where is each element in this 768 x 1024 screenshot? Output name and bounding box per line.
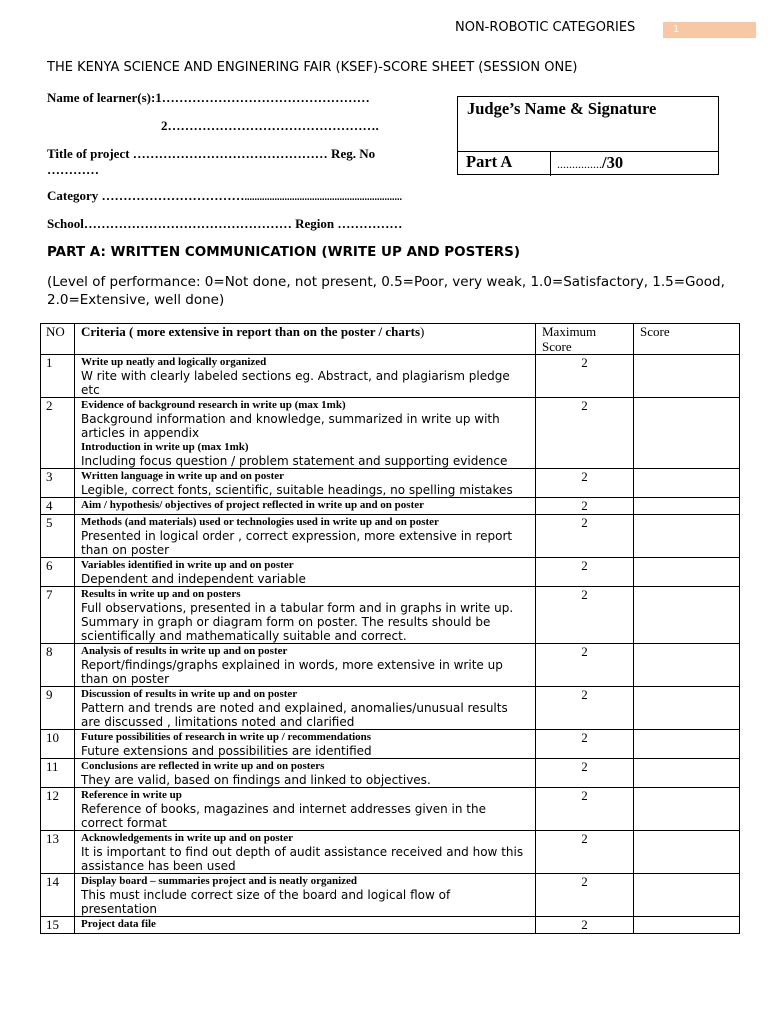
maximum-score: 2 — [536, 831, 634, 874]
maximum-score: 2 — [536, 398, 634, 469]
score-entry-cell[interactable] — [634, 515, 740, 558]
table-header-row — [41, 324, 740, 355]
criterion-title: Evidence of background research in write up (max 1mk) — [81, 399, 346, 411]
table-row — [41, 730, 740, 759]
score-dots: ............... — [557, 157, 602, 171]
criterion-description: Background information and knowledge, summarized in write up with articles in appendix — [81, 412, 500, 440]
score-entry-cell[interactable] — [634, 644, 740, 687]
criterion-description: They are valid, based on findings and linked to objectives. — [81, 773, 431, 787]
document-title: THE KENYA SCIENCE AND ENGINERING FAIR (KSEF)-SCORE SHEET (SESSION ONE) — [47, 60, 578, 75]
page-number-badge: 1 — [663, 22, 756, 38]
criterion-number: 8 — [41, 644, 75, 687]
header-score: Score — [634, 324, 740, 355]
criterion-number: 4 — [41, 498, 75, 515]
score-entry-cell[interactable] — [634, 831, 740, 874]
criterion-cell — [75, 355, 536, 398]
score-total: /30 — [602, 153, 624, 172]
criterion-description: Dependent and independent variable — [81, 572, 306, 586]
score-entry-cell[interactable] — [634, 874, 740, 917]
criterion-title: Future possibilities of research in write up / recommendations — [81, 731, 372, 743]
criterion-number: 9 — [41, 687, 75, 730]
criterion-title: Reference in write up — [81, 789, 182, 801]
score-entry-cell[interactable] — [634, 788, 740, 831]
table-row — [41, 469, 740, 498]
criterion-cell — [75, 687, 536, 730]
criterion-title: Project data file — [81, 918, 156, 930]
category-label: Category …………………………… — [47, 188, 245, 203]
criterion-description: Reference of books, magazines and internet addresses given in the correct format — [81, 802, 486, 830]
criterion-description: Report/findings/graphs explained in words, more extensive in write up than on poster — [81, 658, 503, 686]
maximum-score: 2 — [536, 644, 634, 687]
criterion-description: This must include correct size of the board and logical flow of presentation — [81, 888, 451, 916]
criterion-cell — [75, 498, 536, 515]
criterion-description: W rite with clearly labeled sections eg. Abstract, and plagiarism pledge etc — [81, 369, 510, 397]
table-row — [41, 644, 740, 687]
judge-box — [457, 96, 719, 175]
criterion-subtitle: Introduction in write up (max 1mk) — [81, 441, 249, 453]
score-entry-cell[interactable] — [634, 355, 740, 398]
criterion-description: Legible, correct fonts, scientific, suitable headings, no spelling mistakes — [81, 483, 513, 497]
performance-levels-text: (Level of performance: 0=Not done, not present, 0.5=Poor, very weak, 1.0=Satisfactory, 1.5=Good, 2.0=Extensive, well done) — [47, 274, 725, 308]
table-row — [41, 355, 740, 398]
criterion-cell — [75, 874, 536, 917]
maximum-score: 2 — [536, 515, 634, 558]
judge-name-signature-label: Judge’s Name & Signature — [467, 99, 657, 118]
part-a-label: Part A — [466, 152, 513, 171]
project-title-field[interactable]: Title of project ……………………………………… Reg. No ………… — [47, 146, 376, 177]
criterion-cell — [75, 788, 536, 831]
table-row — [41, 515, 740, 558]
score-entry-cell[interactable] — [634, 917, 740, 934]
criterion-title: Analysis of results in write up and on poster — [81, 645, 288, 657]
criterion-title: Aim / hypothesis/ objectives of project reflected in write up and on poster — [81, 499, 425, 511]
maximum-score: 2 — [536, 587, 634, 644]
criterion-cell — [75, 398, 536, 469]
maximum-score: 2 — [536, 469, 634, 498]
table-row — [41, 917, 740, 934]
category-dots: ............................................................... — [244, 192, 403, 203]
judge-score-row — [458, 151, 718, 176]
maximum-score: 2 — [536, 687, 634, 730]
criterion-description: It is important to find out depth of audit assistance received and how this assistance has been used — [81, 845, 524, 873]
score-entry-cell[interactable] — [634, 498, 740, 515]
table-row — [41, 788, 740, 831]
criterion-title: Discussion of results in write up and on poster — [81, 688, 298, 700]
score-entry-cell[interactable] — [634, 398, 740, 469]
criterion-number: 2 — [41, 398, 75, 469]
score-entry-cell[interactable] — [634, 558, 740, 587]
maximum-score: 2 — [536, 498, 634, 515]
part-a-score-field[interactable] — [557, 153, 623, 173]
header-criteria — [75, 324, 536, 355]
criterion-cell — [75, 759, 536, 788]
learner-name-1-field[interactable]: Name of learner(s):1………………………………………… — [47, 90, 370, 105]
maximum-score: 2 — [536, 558, 634, 587]
score-entry-cell[interactable] — [634, 730, 740, 759]
maximum-score: 2 — [536, 355, 634, 398]
criterion-subdescription: Including focus question / problem statement and supporting evidence — [81, 454, 508, 468]
table-row — [41, 759, 740, 788]
criterion-number: 6 — [41, 558, 75, 587]
maximum-score: 2 — [536, 730, 634, 759]
criterion-number: 14 — [41, 874, 75, 917]
criterion-number: 1 — [41, 355, 75, 398]
header-criteria-close: ) — [420, 324, 425, 339]
criterion-title: Results in write up and on posters — [81, 588, 241, 600]
criterion-title: Written language in write up and on poster — [81, 470, 285, 482]
criterion-description: Future extensions and possibilities are identified — [81, 744, 372, 758]
maximum-score: 2 — [536, 759, 634, 788]
table-row — [41, 558, 740, 587]
criterion-cell — [75, 515, 536, 558]
divider — [550, 152, 551, 176]
score-entry-cell[interactable] — [634, 759, 740, 788]
table-row — [41, 498, 740, 515]
maximum-score: 2 — [536, 788, 634, 831]
category-field[interactable] — [47, 188, 402, 204]
criterion-number: 3 — [41, 469, 75, 498]
criterion-description: Pattern and trends are noted and explained, anomalies/unusual results are discussed , limitations noted and clarified — [81, 701, 508, 729]
criterion-number: 11 — [41, 759, 75, 788]
table-row — [41, 831, 740, 874]
criterion-cell — [75, 644, 536, 687]
criterion-title: Acknowledgements in write up and on poster — [81, 832, 294, 844]
table-row — [41, 398, 740, 469]
part-a-heading: PART A: WRITTEN COMMUNICATION (WRITE UP AND POSTERS) — [47, 244, 521, 260]
header-criteria-text: Criteria ( more extensive in report than on the poster / charts — [81, 324, 421, 339]
criterion-title: Display board – summaries project and is neatly organized — [81, 875, 358, 887]
maximum-score: 2 — [536, 917, 634, 934]
criterion-title: Write up neatly and logically organized — [81, 356, 267, 368]
criterion-number: 15 — [41, 917, 75, 934]
criterion-title: Variables identified in write up and on poster — [81, 559, 294, 571]
criterion-cell — [75, 469, 536, 498]
criterion-description: Presented in logical order , correct expression, more extensive in report than on poster — [81, 529, 513, 557]
header-maximum-score: Maximum Score — [536, 324, 634, 355]
score-entry-cell[interactable] — [634, 469, 740, 498]
score-entry-cell[interactable] — [634, 587, 740, 644]
school-region-field[interactable]: School………………………………………… Region …………… — [47, 216, 403, 231]
criterion-cell — [75, 558, 536, 587]
criterion-number: 10 — [41, 730, 75, 759]
score-entry-cell[interactable] — [634, 687, 740, 730]
header-no: NO — [41, 324, 75, 355]
criterion-cell — [75, 587, 536, 644]
criterion-number: 5 — [41, 515, 75, 558]
learner-name-2-field[interactable]: 2…………………………………………. — [161, 118, 379, 133]
criterion-cell — [75, 730, 536, 759]
criterion-title: Methods (and materials) used or technologies used in write up and on poster — [81, 516, 439, 528]
criterion-description: Full observations, presented in a tabular form and in graphs in write up. Summary in graph or diagram form on poster. The results should be scientifically and mathematically suitable and correct. — [81, 601, 514, 643]
criterion-cell — [75, 831, 536, 874]
criterion-cell — [75, 917, 536, 934]
criterion-number: 13 — [41, 831, 75, 874]
table-row — [41, 587, 740, 644]
maximum-score: 2 — [536, 874, 634, 917]
header-category: NON-ROBOTIC CATEGORIES — [455, 20, 636, 35]
criterion-number: 12 — [41, 788, 75, 831]
table-row — [41, 687, 740, 730]
criteria-table — [40, 323, 740, 934]
criterion-title: Conclusions are reflected in write up and on posters — [81, 760, 325, 772]
criterion-number: 7 — [41, 587, 75, 644]
table-row — [41, 874, 740, 917]
